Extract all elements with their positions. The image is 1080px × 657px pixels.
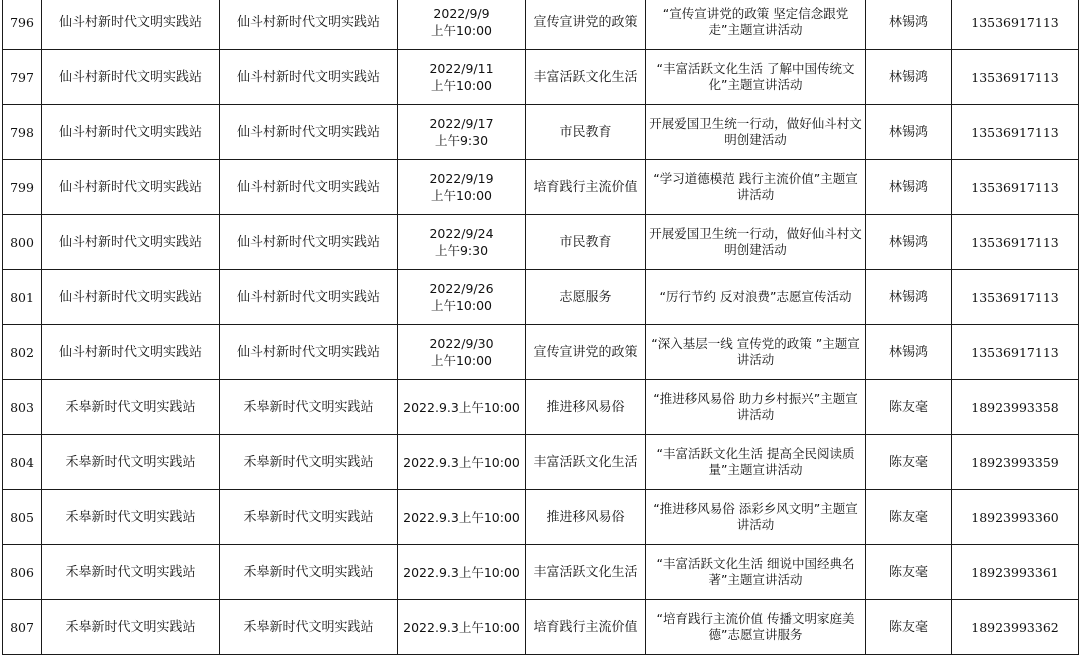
datetime-cell: [398, 490, 526, 545]
table-row: [3, 490, 1079, 545]
contact-cell: 林锡鸿: [866, 160, 952, 215]
venue-cell: 禾皋新时代文明实践站: [220, 380, 398, 435]
venue-cell: 禾皋新时代文明实践站: [220, 600, 398, 655]
table-row: [3, 380, 1079, 435]
station-cell: 仙斗村新时代文明实践站: [42, 215, 220, 270]
datetime-cell: [398, 215, 526, 270]
table-row: [3, 0, 1079, 50]
row-number-cell: 796: [3, 0, 42, 50]
venue-cell: 仙斗村新时代文明实践站: [220, 215, 398, 270]
activity-cell: “推进移风易俗 助力乡村振兴”主题宣讲活动: [646, 380, 866, 435]
category-cell: 宣传宣讲党的政策: [526, 0, 646, 50]
date-text: 2022.9.3上午10:00: [403, 564, 520, 580]
date-text: 2022/9/30: [429, 336, 494, 351]
time-text: 上午10:00: [430, 188, 493, 203]
activity-cell: “丰富活跃文化生活 提高全民阅读质量”主题宣讲活动: [646, 435, 866, 490]
venue-cell: 禾皋新时代文明实践站: [220, 545, 398, 600]
station-cell: 仙斗村新时代文明实践站: [42, 0, 220, 50]
table-row: [3, 105, 1079, 160]
activity-cell: “丰富活跃文化生活 细说中国经典名著”主题宣讲活动: [646, 545, 866, 600]
time-text: 上午10:00: [430, 23, 493, 38]
datetime-cell: [398, 160, 526, 215]
date-text: 2022/9/9: [433, 6, 490, 21]
table-body: [3, 0, 1079, 655]
table-row: [3, 215, 1079, 270]
venue-cell: 仙斗村新时代文明实践站: [220, 270, 398, 325]
activity-cell: “学习道德模范 践行主流价值”主题宣讲活动: [646, 160, 866, 215]
phone-cell: 18923993362: [952, 600, 1079, 655]
datetime-cell: [398, 545, 526, 600]
category-cell: 培育践行主流价值: [526, 600, 646, 655]
phone-cell: 18923993360: [952, 490, 1079, 545]
date-text: 2022/9/17: [429, 116, 494, 131]
station-cell: 禾皋新时代文明实践站: [42, 380, 220, 435]
time-text: 上午10:00: [430, 78, 493, 93]
date-text: 2022/9/19: [429, 171, 494, 186]
station-cell: 仙斗村新时代文明实践站: [42, 50, 220, 105]
datetime-cell: [398, 105, 526, 160]
category-cell: 志愿服务: [526, 270, 646, 325]
date-text: 2022/9/26: [429, 281, 494, 296]
activity-cell: “推进移风易俗 添彩乡风文明”主题宣讲活动: [646, 490, 866, 545]
time-text: 上午9:30: [434, 133, 489, 148]
venue-cell: 禾皋新时代文明实践站: [220, 490, 398, 545]
station-cell: 仙斗村新时代文明实践站: [42, 160, 220, 215]
category-cell: 丰富活跃文化生活: [526, 435, 646, 490]
row-number-cell: 798: [3, 105, 42, 160]
station-cell: 禾皋新时代文明实践站: [42, 600, 220, 655]
phone-cell: 13536917113: [952, 270, 1079, 325]
contact-cell: 陈友毫: [866, 545, 952, 600]
phone-cell: 13536917113: [952, 50, 1079, 105]
date-text: 2022.9.3上午10:00: [403, 399, 520, 415]
contact-cell: 林锡鸿: [866, 105, 952, 160]
row-number-cell: 802: [3, 325, 42, 380]
phone-cell: 18923993361: [952, 545, 1079, 600]
time-text: 上午10:00: [430, 298, 493, 313]
table-row: [3, 545, 1079, 600]
station-cell: 仙斗村新时代文明实践站: [42, 270, 220, 325]
table-row: [3, 435, 1079, 490]
time-text: 上午9:30: [434, 243, 489, 258]
phone-cell: 13536917113: [952, 160, 1079, 215]
contact-cell: 林锡鸿: [866, 215, 952, 270]
datetime-cell: [398, 270, 526, 325]
table-row: [3, 50, 1079, 105]
table-row: [3, 325, 1079, 380]
datetime-cell: [398, 380, 526, 435]
station-cell: 禾皋新时代文明实践站: [42, 490, 220, 545]
activity-cell: “深入基层一线 宣传党的政策 ”主题宣讲活动: [646, 325, 866, 380]
date-text: 2022/9/24: [429, 226, 494, 241]
phone-cell: 13536917113: [952, 105, 1079, 160]
table-row: [3, 270, 1079, 325]
phone-cell: 18923993359: [952, 435, 1079, 490]
venue-cell: 禾皋新时代文明实践站: [220, 435, 398, 490]
contact-cell: 林锡鸿: [866, 270, 952, 325]
datetime-cell: [398, 0, 526, 50]
category-cell: 丰富活跃文化生活: [526, 50, 646, 105]
activity-cell: “培育践行主流价值 传播文明家庭美德”志愿宣讲服务: [646, 600, 866, 655]
contact-cell: 陈友毫: [866, 380, 952, 435]
activity-cell: “厉行节约 反对浪费”志愿宣传活动: [646, 270, 866, 325]
category-cell: 推进移风易俗: [526, 380, 646, 435]
station-cell: 禾皋新时代文明实践站: [42, 545, 220, 600]
datetime-cell: [398, 600, 526, 655]
contact-cell: 陈友毫: [866, 490, 952, 545]
venue-cell: 仙斗村新时代文明实践站: [220, 160, 398, 215]
activity-cell: “丰富活跃文化生活 了解中国传统文化”主题宣讲活动: [646, 50, 866, 105]
row-number-cell: 799: [3, 160, 42, 215]
row-number-cell: 806: [3, 545, 42, 600]
category-cell: 丰富活跃文化生活: [526, 545, 646, 600]
activity-cell: “宣传宣讲党的政策 坚定信念跟党走”主题宣讲活动: [646, 0, 866, 50]
row-number-cell: 807: [3, 600, 42, 655]
station-cell: 仙斗村新时代文明实践站: [42, 105, 220, 160]
phone-cell: 13536917113: [952, 325, 1079, 380]
venue-cell: 仙斗村新时代文明实践站: [220, 0, 398, 50]
category-cell: 市民教育: [526, 105, 646, 160]
contact-cell: 林锡鸿: [866, 0, 952, 50]
contact-cell: 林锡鸿: [866, 325, 952, 380]
venue-cell: 仙斗村新时代文明实践站: [220, 105, 398, 160]
date-text: 2022.9.3上午10:00: [403, 619, 520, 635]
row-number-cell: 805: [3, 490, 42, 545]
activity-cell: 开展爱国卫生统一行动，做好仙斗村文明创建活动: [646, 105, 866, 160]
row-number-cell: 797: [3, 50, 42, 105]
category-cell: 宣传宣讲党的政策: [526, 325, 646, 380]
contact-cell: 林锡鸿: [866, 50, 952, 105]
row-number-cell: 804: [3, 435, 42, 490]
date-text: 2022.9.3上午10:00: [403, 509, 520, 525]
row-number-cell: 801: [3, 270, 42, 325]
table-row: [3, 600, 1079, 655]
date-text: 2022.9.3上午10:00: [403, 454, 520, 470]
row-number-cell: 800: [3, 215, 42, 270]
datetime-cell: [398, 435, 526, 490]
category-cell: 市民教育: [526, 215, 646, 270]
datetime-cell: [398, 50, 526, 105]
activity-schedule-table: [2, 0, 1079, 655]
activity-cell: 开展爱国卫生统一行动，做好仙斗村文明创建活动: [646, 215, 866, 270]
row-number-cell: 803: [3, 380, 42, 435]
contact-cell: 陈友毫: [866, 600, 952, 655]
contact-cell: 陈友毫: [866, 435, 952, 490]
time-text: 上午10:00: [430, 353, 493, 368]
table-row: [3, 160, 1079, 215]
category-cell: 推进移风易俗: [526, 490, 646, 545]
phone-cell: 13536917113: [952, 0, 1079, 50]
datetime-cell: [398, 325, 526, 380]
venue-cell: 仙斗村新时代文明实践站: [220, 50, 398, 105]
phone-cell: 18923993358: [952, 380, 1079, 435]
phone-cell: 13536917113: [952, 215, 1079, 270]
venue-cell: 仙斗村新时代文明实践站: [220, 325, 398, 380]
category-cell: 培育践行主流价值: [526, 160, 646, 215]
date-text: 2022/9/11: [429, 61, 494, 76]
station-cell: 仙斗村新时代文明实践站: [42, 325, 220, 380]
station-cell: 禾皋新时代文明实践站: [42, 435, 220, 490]
